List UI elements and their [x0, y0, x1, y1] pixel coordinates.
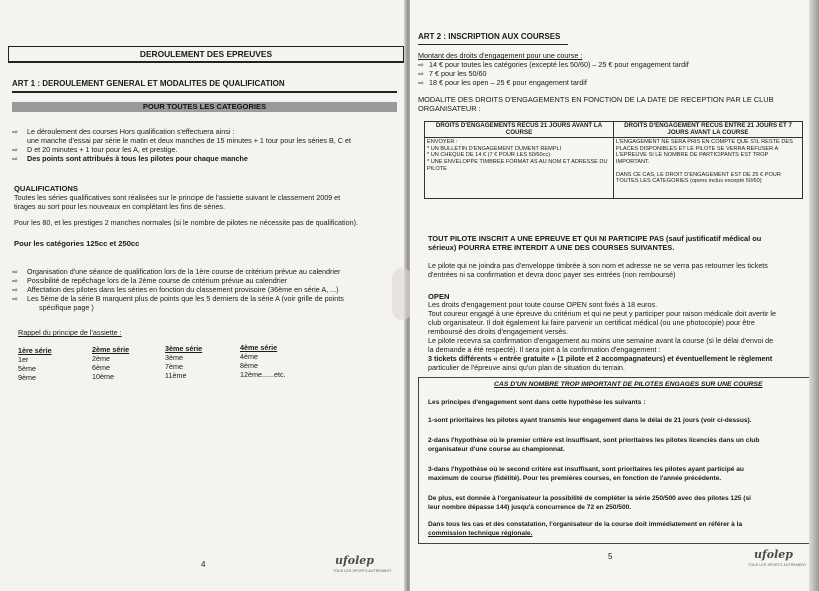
assiette-title: Rappel du principe de l'assiette :: [18, 328, 122, 337]
amount-line: 18 € pour les open – 25 € pour engagement tardif: [429, 78, 587, 87]
qualifications-title: QUALIFICATIONS: [14, 184, 78, 193]
envelope-note: d'entrées ni sa confirmation et devra donc payer ses entrées (non remboursé): [428, 270, 676, 279]
series-cell: 6ème: [92, 363, 110, 372]
open-line: la demande a été respecté). Il sera joint à la confirmation d'engagement :: [428, 345, 661, 354]
ufolep-tagline: TOUS LES SPORTS AUTREMENT: [748, 563, 807, 567]
series-cell: 12ème......etc.: [240, 370, 286, 379]
box-intro: Les principes d'engagement sont dans cette hypothèse les suivants :: [428, 399, 646, 406]
bullet-arrow: ⇨: [12, 127, 19, 136]
bullet-2-line: Organisation d'une séance de qualification lors de la 1ère course de critérium prévue au calendrier: [27, 267, 341, 276]
fees-cell-line: * UN CHEQUE DE 14 € (7 € POUR LES 50/60cc): [427, 152, 551, 159]
amount-line: 14 € pour toutes les catégories (excepté les 50/60) – 25 € pour engagement tardif: [429, 60, 689, 69]
fees-cell-line: * UN BULLETIN D'ENGAGEMENT DUMENT REMPLI: [427, 145, 562, 152]
bullet-arrow: ⇨: [12, 285, 19, 294]
bullet-arrow: ⇨: [418, 78, 425, 87]
series-cell: 10ème: [92, 372, 114, 381]
amount-title: Montant des droits d'engagement pour une course :: [418, 51, 583, 60]
art1-title: ART 1 : DEROULEMENT GENERAL ET MODALITES DE QUALIFICATION: [12, 79, 285, 88]
bullet-arrow: ⇨: [12, 154, 19, 163]
bullet-arrow: ⇨: [418, 60, 425, 69]
series-cell: 8ème: [240, 361, 258, 370]
bullet-arrow: ⇨: [12, 267, 19, 276]
bullet-arrow: ⇨: [12, 294, 19, 303]
modalite-text: ORGANISATEUR :: [418, 104, 481, 113]
warning-text: sérieux) POURRA ETRE INTERDIT A UNE DES COURSES SUIVANTES.: [428, 243, 675, 252]
right-page: [410, 0, 819, 591]
box-line: 2-dans l'hypothèse où le premier critère est insuffisant, sont prioritaires les pilotes licenciés dans un club: [428, 437, 760, 444]
fees-col-head: DROITS D'ENGAGEMENT RECUS ENTRE 21 JOURS ET 7 JOURS AVANT LA COURSE: [614, 122, 803, 138]
open-line: particulier de l'épreuve ainsi qu'un plan de situation du terrain.: [428, 363, 625, 372]
box-line: 1-sont prioritaires les pilotes ayant transmis leur engagement dans le délai de 21 jours (voir ci-dessus).: [428, 417, 752, 424]
box-line: 3-dans l'hypothèse où le second critère est insuffisant, sont prioritaires les pilotes ayant participé au: [428, 466, 744, 473]
open-title: OPEN: [428, 292, 450, 301]
left-page: [0, 0, 406, 591]
fees-col-head: DROITS D'ENGAGEMENTS RECUS 21 JOURS AVANT LA COURSE: [425, 122, 614, 138]
watermark-blot: [392, 268, 412, 320]
open-line: Tout coureur engagé à une épreuve du critérium et qui ne peut y participer pour raison médicale doit avertir le: [428, 309, 776, 318]
bullet-2-line: spécifique page ): [39, 303, 94, 312]
ufolep-logo: ufolep: [754, 548, 793, 561]
bullet-arrow: ⇨: [418, 69, 425, 78]
fees-cell-line: * UNE ENVELOPPE TIMBREE FORMAT AS AU NOM ET ADRESSE DU PILOTE: [427, 158, 608, 172]
page-number: 5: [608, 552, 613, 561]
series-cell: 4ème: [240, 352, 258, 361]
bullet-points-line: Des points sont attribués à tous les pilotes pour chaque manche: [27, 154, 248, 163]
box-line: organisateur d'une course au championnat.: [428, 446, 565, 453]
box-line: Dans tous les cas et dès constatation, l'organisateur de la course doit immédiatement en référer à la: [428, 521, 743, 528]
qualifications-note: Pour les 80, et les prestiges 2 manches normales (si le nombre de pilotes ne nécessite pas de qualification).: [14, 218, 358, 227]
open-line: Les droits d'engagement pour toute course OPEN sont fixés à 18 euros.: [428, 300, 658, 309]
bullet-1-line: D et 20 minutes + 1 tour pour les A, et prestige.: [27, 145, 178, 154]
envelope-note: Le pilote qui ne joindra pas d'enveloppe timbrée à son nom et adresse ne se verra pas retourner les tickets: [428, 261, 768, 270]
bullet-arrow: ⇨: [12, 145, 19, 154]
fees-cell-line: DANS CE CAS, LE DROIT D'ENGAGEMENT EST DE 25 € POUR TOUTES LES CATEGORIES (opens inclus excepté 50/60): [616, 171, 781, 185]
series-head: 2ème série: [92, 345, 130, 354]
fees-cell-line: ENVOYER :: [427, 139, 458, 146]
series-head: 1ère série: [18, 346, 52, 355]
open-line: remboursé des droits d'engagement versés.: [428, 327, 569, 336]
art2-title: ART 2 : INSCRIPTION AUX COURSES: [418, 32, 561, 41]
box-line: commission technique régionale.: [428, 530, 533, 537]
open-line: club organisateur. Il doit également lui faire parvenir un certificat médical (ou une photocopie) pour être: [428, 318, 755, 327]
series-cell: 3ème: [165, 353, 183, 362]
series-cell: 2ème: [92, 354, 110, 363]
all-categories-bar: POUR TOUTES LES CATEGORIES: [12, 102, 397, 112]
open-line: 3 tickets différents « entrée gratuite » (1 pilote et 2 accompagnateurs) et éventuellement le règlement: [428, 354, 773, 363]
modalite-text: MODALITE DES DROITS D'ENGAGEMENTS EN FONCTION DE LA DATE DE RECEPTION PAR LE CLUB: [418, 95, 774, 104]
qualifications-text: tirages au sort pour les nouveaux en complétant les fins de séries.: [14, 202, 225, 211]
ufolep-tagline: TOUS LES SPORTS AUTREMENT: [333, 569, 392, 573]
qualifications-text: Toutes les séries qualificatives sont réalisées sur le principe de l'assiette suivant le classement 2009 et: [14, 193, 341, 202]
series-cell: 7ème: [165, 362, 183, 371]
series-cell: 1er: [18, 355, 29, 364]
box-title: CAS D'UN NOMBRE TROP IMPORTANT DE PILOTES ENGAGES SUR UNE COURSE: [494, 381, 763, 388]
bullet-2-line: Les 5ème de la série B marquent plus de points que les 5 derniers de la série A (voir grille de points: [27, 294, 344, 303]
art2-underline: [418, 44, 568, 45]
main-title: DEROULEMENT DES EPREUVES: [8, 46, 404, 63]
art1-underline: [12, 91, 397, 93]
box-line: De plus, est donnée à l'organisateur la possibilité de compléter la série 250/500 avec des pilotes 125 (si: [428, 495, 751, 502]
ufolep-logo: ufolep: [335, 554, 374, 567]
bullet-2-line: Possibilité de repêchage lors de la 2ème course de critérium prévue au calendrier: [27, 276, 288, 285]
open-line: Le pilote recevra sa confirmation d'engagement au moins une semaine avant la course (si le délai d'envoi de: [428, 336, 774, 345]
page-number: 4: [201, 560, 206, 569]
bullet-2-line: Affectation des pilotes dans les séries en fonction du classement provisoire (36ème en série A, ...): [27, 285, 339, 294]
series-cell: 9ème: [18, 373, 36, 382]
series-cell: 5ème: [18, 364, 36, 373]
warning-text: TOUT PILOTE INSCRIT A UNE EPREUVE ET QUI NI PARTICIPE PAS (sauf justificatif médical ou: [428, 234, 762, 243]
bullet-1-line: une manche d'essai par série le matin et deux manches de 15 minutes + 1 tour pour les séries B, C et: [27, 136, 351, 145]
bullet-1-line: Le déroulement des courses Hors qualification s'effectuera ainsi :: [27, 127, 235, 136]
fees-cell-line: L'ENGAGEMENT NE SERA PRIS EN COMPTE QUE S'IL RESTE DES PLACES DISPONIBLES ET LE PILOTE SE VERRA REFUSER A L'EPREUVE SI LE NOMBRE DE PARTICIPANTS EST TROP IMPORTANT.: [616, 139, 793, 165]
bullet-arrow: ⇨: [12, 276, 19, 285]
box-line: leur nombre dépasse 144) jusqu'à concurrence de 72 en 250/500.: [428, 504, 632, 511]
series-cell: 11ème: [165, 371, 187, 380]
series-head: 4ème série: [240, 343, 278, 352]
categories-title: Pour les catégories 125cc et 250cc: [14, 239, 140, 248]
fees-table: [424, 121, 803, 199]
box-line: maximum de course (fidélité). Pour les premières courses, en fonction de l'année précédente.: [428, 475, 722, 482]
series-head: 3ème série: [165, 344, 203, 353]
amount-line: 7 € pour les 50/60: [429, 69, 487, 78]
page-edge: [809, 0, 819, 591]
